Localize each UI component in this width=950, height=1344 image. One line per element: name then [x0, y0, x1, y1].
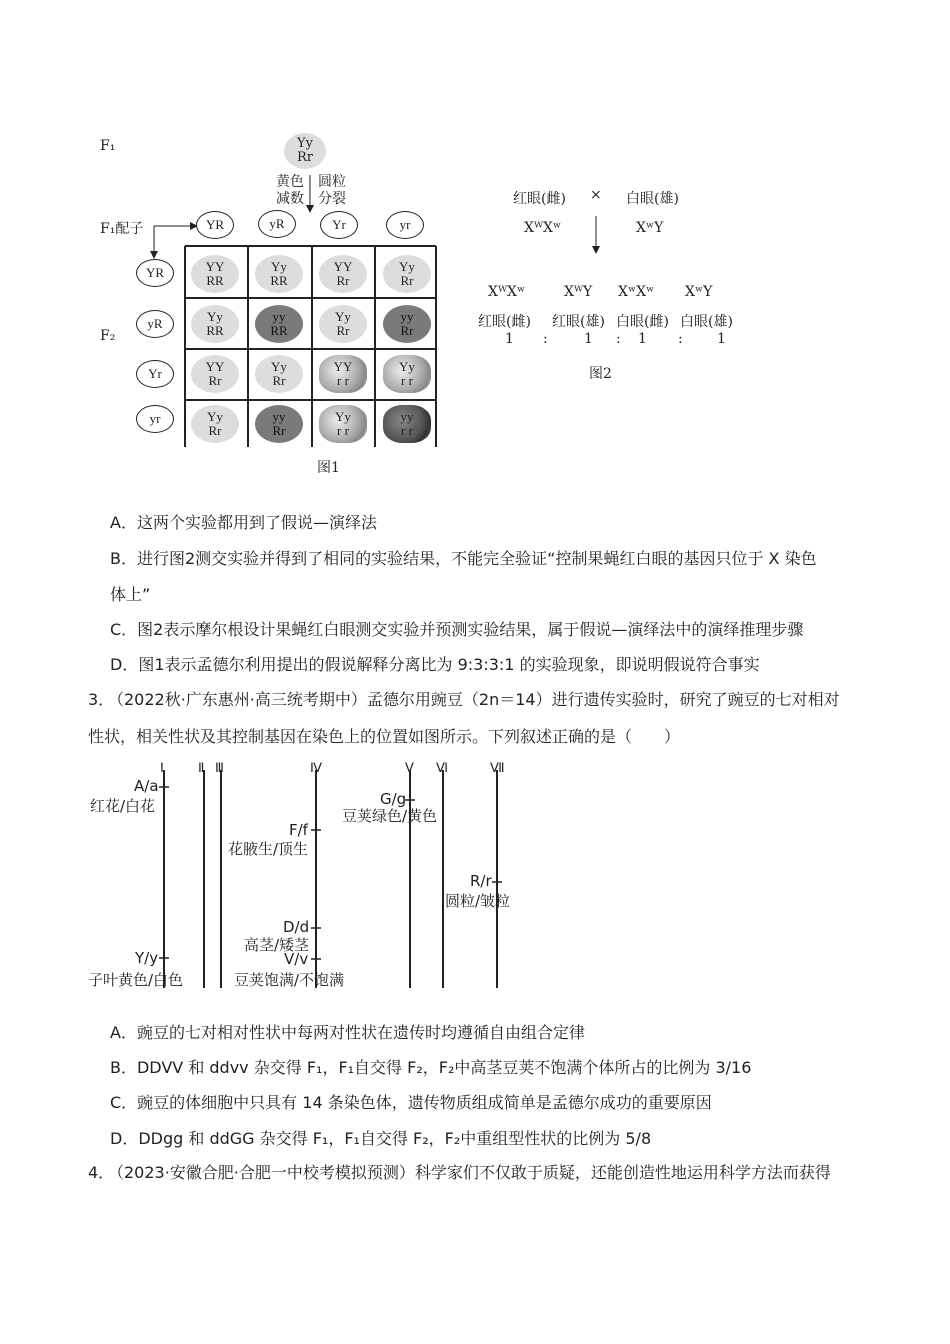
offspring-geno-1: XᵂXʷ [488, 284, 526, 300]
pea-cell: Yy r r [383, 355, 431, 393]
q4-number: 4． [88, 1163, 115, 1182]
offspring-geno-3: XʷXʷ [618, 284, 655, 300]
ratio-sep: : [616, 331, 621, 347]
chromosome-4-label: Ⅳ [310, 760, 322, 775]
f1-gamete-label: F₁配子 [100, 221, 144, 237]
figure-2-caption: 图2 [589, 366, 612, 382]
q3-stem-line1: （2022秋·广东惠州·高三统考期中）孟德尔用豌豆（2n＝14）进行遗传实验时，研究了豌豆的七对相对 [108, 690, 840, 709]
offspring-geno-2: XᵂY [564, 284, 593, 300]
ratio-4: 1 [717, 331, 726, 347]
figure-1-caption: 图1 [317, 460, 340, 476]
gamete-top-3: Yr [320, 211, 358, 239]
q3-stem-line2: 性状，相关性状及其控制基因在染色上的位置如图所示。下列叙述正确的是（ ） [88, 727, 681, 746]
f1-pea: Yy Rr [284, 133, 326, 169]
gene-Aa-trait: 红花/白花 [90, 797, 156, 815]
pea-cell: Yy r r [319, 405, 367, 443]
pea-cell: yy r r [383, 405, 431, 443]
f1-label: F₁ [100, 138, 116, 154]
pea-cell: yy RR [255, 305, 303, 343]
pea-cell: Yy Rr [383, 255, 431, 293]
q2-option-b-line1: B．进行图2测交实验并得到了相同的实验结果，不能完全验证“控制果蝇红白眼的基因只位于 X 染色 [110, 549, 817, 568]
gene-Ff: F/f [289, 821, 308, 839]
q2-option-a: A．这两个实验都用到了假说—演绎法 [110, 513, 377, 532]
offspring-pheno-1: 红眼(雌) [478, 314, 531, 330]
pea-cell: yy Rr [255, 405, 303, 443]
gamete-left-3: Yr [136, 360, 174, 388]
pea-cell: Yy Rr [191, 405, 239, 443]
gamete-left-1: YR [136, 259, 174, 287]
gene-Gg: G/g [380, 790, 407, 808]
gene-Vv: V/v [284, 950, 309, 968]
chromosome-3-label: Ⅲ [215, 760, 224, 775]
gamete-top-2: yR [258, 210, 296, 238]
pea-cell: Yy Rr [319, 305, 367, 343]
q2-option-c: C．图2表示摩尔根设计果蝇红白眼测交实验并预测实验结果，属于假说—演绎法中的演绎推理步骤 [110, 620, 804, 639]
offspring-pheno-2: 红眼(雄) [552, 314, 605, 330]
parent-female-pheno: 红眼(雌) [513, 191, 566, 207]
gene-Ff-trait: 花腋生/顶生 [228, 840, 309, 858]
pea-cell: yy Rr [383, 305, 431, 343]
pea-cell: Yy RR [191, 305, 239, 343]
offspring-geno-4: XʷY [685, 284, 713, 300]
gamete-top-1: YR [196, 211, 234, 239]
ratio-sep: : [678, 331, 683, 347]
chromosome-2-label: Ⅱ [198, 760, 205, 775]
parent-female-geno: XᵂXʷ [524, 220, 562, 236]
q4-stem-line1: （2023·安徽合肥·合肥一中校考模拟预测）科学家们不仅敢于质疑，还能创造性地运用科学方法而获得 [108, 1163, 831, 1182]
arrow-right-text: 圆粒 分裂 [318, 174, 346, 207]
q3-option-d: D．DDgg 和 ddGG 杂交得 F₁，F₁自交得 F₂，F₂中重组型性状的比例为 5/8 [110, 1129, 652, 1148]
q3-option-b: B．DDVV 和 ddvv 杂交得 F₁，F₁自交得 F₂，F₂中高茎豆荚不饱满个体所占的比例为 3/16 [110, 1058, 752, 1077]
pea-cell: Yy Rr [255, 355, 303, 393]
offspring-pheno-4: 白眼(雄) [680, 314, 733, 330]
gene-Yy: Y/y [135, 949, 159, 967]
chromosome-7-label: Ⅶ [490, 760, 505, 775]
gamete-top-4: yr [386, 211, 424, 239]
gene-Rr: R/r [470, 872, 492, 890]
f2-label: F₂ [100, 328, 116, 344]
parent-male-pheno: 白眼(雄) [626, 191, 679, 207]
q3-option-a: A．豌豆的七对相对性状中每两对性状在遗传时均遵循自由组合定律 [110, 1023, 585, 1042]
gene-Dd-trait: 高茎/矮茎 [244, 936, 310, 954]
q2-option-b-line2: 体上” [110, 585, 151, 604]
q3-option-c: C．豌豆的体细胞中只具有 14 条染色体，遗传物质组成简单是孟德尔成功的重要原因 [110, 1093, 712, 1112]
ratio-1: 1 [505, 331, 514, 347]
ratio-sep: : [543, 331, 548, 347]
gene-Dd: D/d [283, 918, 310, 936]
parent-male-geno: XʷY [636, 220, 664, 236]
pea-cell: YY RR [191, 255, 239, 293]
pea-cell: YY Rr [319, 255, 367, 293]
q2-option-d: D．图1表示孟德尔利用提出的假说解释分离比为 9:3:3:1 的实验现象，即说明假说符合事实 [110, 655, 760, 674]
gene-Yy-trait: 子叶黄色/白色 [88, 971, 184, 989]
chromosome-5-label: Ⅴ [405, 760, 414, 775]
pea-cell: YY r r [319, 355, 367, 393]
ratio-3: 1 [638, 331, 647, 347]
arrow-left-text: 黄色 减数 [276, 174, 304, 207]
gene-Vv-trait: 豆荚饱满/不饱满 [234, 971, 345, 989]
pea-cell: YY Rr [191, 355, 239, 393]
gamete-left-2: yR [136, 310, 174, 338]
gene-Rr-trait: 圆粒/皱粒 [445, 892, 511, 910]
cross-symbol: × [590, 187, 602, 203]
gene-Aa: A/a [134, 777, 159, 795]
offspring-pheno-3: 白眼(雌) [616, 314, 669, 330]
gamete-left-4: yr [136, 405, 174, 433]
q3-number: 3． [88, 690, 115, 709]
chromosome-6-label: Ⅵ [436, 760, 448, 775]
figure-2-arrow [588, 216, 604, 256]
ratio-2: 1 [584, 331, 593, 347]
pea-cell: Yy RR [255, 255, 303, 293]
chromosome-1-label: Ⅰ [160, 760, 164, 775]
gene-Gg-trait: 豆荚绿色/黄色 [342, 807, 438, 825]
